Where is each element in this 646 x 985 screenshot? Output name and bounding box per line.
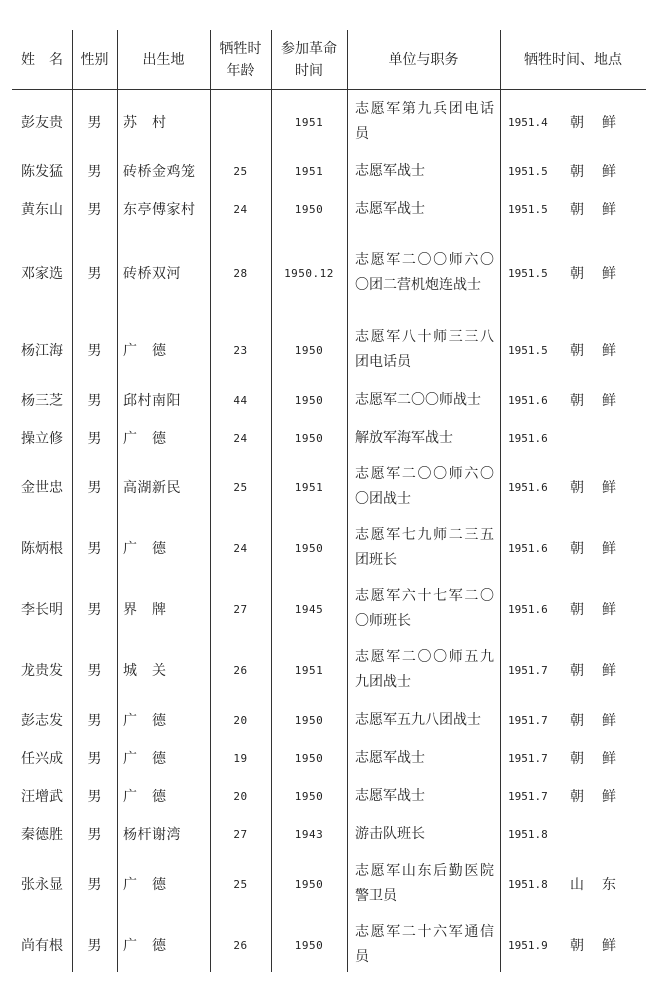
cell-birthplace-text: 砖桥双河	[123, 266, 181, 282]
cell-gender	[72, 701, 117, 739]
cell-age-text: 44	[233, 393, 248, 407]
cell-joined-text: 1945	[294, 602, 324, 616]
cell-unit-text: 游击队班长	[355, 825, 425, 842]
cell-unit	[347, 581, 500, 637]
cell-age-text: 25	[233, 164, 248, 178]
cell-joined-text: 1943	[294, 827, 324, 841]
cell-name	[12, 581, 72, 637]
cell-unit-text: 志愿军山东后勤医院警卫员	[355, 863, 494, 904]
sacrifice-place: 山东	[570, 877, 634, 893]
cell-gender-text: 男	[87, 431, 102, 447]
cell-joined	[271, 917, 347, 973]
cell-sacrifice	[508, 581, 646, 637]
sacrifice-place: 朝鲜	[570, 480, 634, 496]
cell-joined	[271, 237, 347, 309]
cell-unit	[347, 701, 500, 739]
cell-name	[12, 701, 72, 739]
cell-joined	[271, 190, 347, 228]
cell-birthplace-text: 广 德	[123, 343, 167, 359]
cell-name-text: 彭友贵	[21, 115, 63, 131]
cell-name	[12, 152, 72, 190]
cell-birthplace-text: 砖桥金鸡笼	[123, 164, 196, 180]
column-divider	[117, 30, 118, 972]
cell-gender-text: 男	[87, 202, 102, 218]
cell-name-text: 龙贵发	[21, 663, 63, 679]
cell-age	[210, 152, 271, 190]
cell-sacrifice	[508, 322, 646, 378]
cell-birthplace	[123, 381, 210, 419]
cell-birthplace	[123, 815, 210, 853]
cell-joined-text: 1950	[294, 938, 324, 952]
header-rule	[12, 89, 646, 90]
sacrifice-date: 1951.5	[508, 164, 548, 178]
cell-age-text: 24	[233, 202, 248, 216]
cell-gender	[72, 777, 117, 815]
cell-joined-text: 1951	[294, 480, 324, 494]
cell-sacrifice	[508, 917, 646, 973]
cell-name	[12, 642, 72, 698]
cell-name-text: 陈发猛	[21, 164, 63, 180]
cell-birthplace	[123, 856, 210, 912]
cell-unit-text: 志愿军战士	[355, 749, 425, 766]
cell-name-text: 彭志发	[21, 713, 63, 729]
cell-name	[12, 190, 72, 228]
cell-name	[12, 520, 72, 576]
cell-gender-text: 男	[87, 663, 102, 679]
cell-joined	[271, 815, 347, 853]
sacrifice-date: 1951.7	[508, 789, 548, 803]
cell-age-text: 28	[233, 266, 248, 280]
cell-joined-text: 1950	[294, 751, 324, 765]
cell-birthplace-text: 广 德	[123, 789, 167, 805]
sacrifice-place: 朝鲜	[570, 541, 634, 557]
cell-name	[12, 777, 72, 815]
sacrifice-date: 1951.7	[508, 663, 548, 677]
sacrifice-date: 1951.8	[508, 827, 548, 841]
sacrifice-place: 朝鲜	[570, 202, 634, 218]
sacrifice-place: 朝鲜	[570, 602, 634, 618]
cell-joined	[271, 419, 347, 457]
cell-age	[210, 419, 271, 457]
cell-gender-text: 男	[87, 789, 102, 805]
cell-age	[210, 93, 271, 151]
cell-unit	[347, 237, 500, 309]
cell-age	[210, 381, 271, 419]
sacrifice-place: 朝鲜	[570, 713, 634, 729]
cell-name-text: 尚有根	[21, 938, 63, 954]
cell-sacrifice	[508, 237, 646, 309]
cell-sacrifice	[508, 642, 646, 698]
cell-unit	[347, 152, 500, 190]
cell-birthplace-text: 城 关	[123, 663, 167, 679]
sacrifice-place: 朝鲜	[570, 789, 634, 805]
cell-name	[12, 917, 72, 973]
cell-joined	[271, 777, 347, 815]
cell-joined-text: 1950	[294, 877, 324, 891]
cell-gender-text: 男	[87, 541, 102, 557]
cell-birthplace	[123, 701, 210, 739]
sacrifice-place: 朝鲜	[570, 343, 634, 359]
cell-unit	[347, 419, 500, 457]
cell-joined-text: 1950	[294, 541, 324, 555]
cell-birthplace-text: 高湖新民	[123, 480, 181, 496]
cell-age	[210, 739, 271, 777]
cell-gender	[72, 917, 117, 973]
cell-age-text: 20	[233, 789, 248, 803]
cell-name	[12, 739, 72, 777]
cell-sacrifice	[508, 701, 646, 739]
cell-name	[12, 322, 72, 378]
header-unit: 单位与职务	[388, 51, 459, 68]
cell-name	[12, 237, 72, 309]
cell-name-text: 陈炳根	[21, 541, 63, 557]
cell-name-text: 秦德胜	[21, 827, 63, 843]
cell-unit	[347, 815, 500, 853]
cell-birthplace	[123, 152, 210, 190]
cell-gender	[72, 739, 117, 777]
cell-joined-text: 1950	[294, 713, 324, 727]
sacrifice-date: 1951.6	[508, 480, 548, 494]
cell-unit-text: 志愿军战士	[355, 162, 425, 179]
cell-gender	[72, 152, 117, 190]
cell-gender-text: 男	[87, 827, 102, 843]
cell-birthplace-text: 苏 村	[123, 115, 167, 131]
cell-gender	[72, 419, 117, 457]
cell-birthplace	[123, 419, 210, 457]
cell-name	[12, 93, 72, 151]
cell-gender	[72, 322, 117, 378]
cell-name-text: 杨三芝	[21, 393, 63, 409]
header-name: 姓 名	[21, 51, 63, 68]
cell-name-text: 杨江海	[21, 343, 63, 359]
cell-joined	[271, 381, 347, 419]
cell-birthplace	[123, 237, 210, 309]
cell-gender	[72, 815, 117, 853]
sacrifice-date: 1951.7	[508, 713, 548, 727]
cell-gender-text: 男	[87, 115, 102, 131]
cell-birthplace-text: 东亭傅家村	[123, 202, 196, 218]
cell-joined	[271, 856, 347, 912]
cell-birthplace	[123, 322, 210, 378]
cell-joined-text: 1950	[294, 431, 324, 445]
cell-gender-text: 男	[87, 164, 102, 180]
cell-name-text: 金世忠	[21, 480, 63, 496]
cell-joined-text: 1950	[294, 343, 324, 357]
cell-sacrifice	[508, 739, 646, 777]
cell-age	[210, 777, 271, 815]
cell-unit-text: 志愿军二〇〇师五九九团战士	[355, 649, 494, 690]
cell-joined-text: 1951	[294, 663, 324, 677]
sacrifice-place: 朝鲜	[570, 751, 634, 767]
cell-name	[12, 381, 72, 419]
cell-sacrifice	[508, 152, 646, 190]
cell-gender	[72, 642, 117, 698]
cell-birthplace	[123, 739, 210, 777]
cell-age	[210, 642, 271, 698]
cell-sacrifice	[508, 520, 646, 576]
cell-age	[210, 520, 271, 576]
sacrifice-place: 朝鲜	[570, 266, 634, 282]
cell-joined	[271, 701, 347, 739]
cell-gender-text: 男	[87, 713, 102, 729]
cell-joined-text: 1951	[294, 115, 324, 129]
cell-unit-text: 志愿军七九师二三五团班长	[355, 527, 494, 568]
cell-birthplace-text: 广 德	[123, 431, 167, 447]
cell-unit	[347, 190, 500, 228]
header-gender: 性别	[80, 51, 109, 68]
header-sacrifice: 牺牲时间、地点	[524, 51, 622, 68]
cell-birthplace	[123, 520, 210, 576]
cell-age	[210, 581, 271, 637]
cell-unit	[347, 917, 500, 973]
cell-age	[210, 322, 271, 378]
cell-gender-text: 男	[87, 393, 102, 409]
cell-unit	[347, 739, 500, 777]
cell-gender-text: 男	[87, 266, 102, 282]
cell-birthplace-text: 广 德	[123, 713, 167, 729]
cell-unit	[347, 322, 500, 378]
cell-joined-text: 1950	[294, 789, 324, 803]
cell-sacrifice	[508, 419, 646, 457]
cell-gender	[72, 237, 117, 309]
cell-gender-text: 男	[87, 480, 102, 496]
sacrifice-date: 1951.6	[508, 393, 548, 407]
cell-joined-text: 1950.12	[284, 266, 334, 280]
cell-unit	[347, 520, 500, 576]
cell-birthplace-text: 广 德	[123, 877, 167, 893]
cell-name-text: 任兴成	[21, 751, 63, 767]
cell-birthplace-text: 杨杆谢湾	[123, 827, 181, 843]
cell-unit-text: 志愿军五九八团战士	[355, 711, 481, 728]
cell-joined-text: 1950	[294, 202, 324, 216]
cell-gender-text: 男	[87, 877, 102, 893]
cell-age	[210, 190, 271, 228]
cell-sacrifice	[508, 93, 646, 151]
cell-age	[210, 815, 271, 853]
sacrifice-place: 朝鲜	[570, 393, 634, 409]
sacrifice-place: 朝鲜	[570, 164, 634, 180]
cell-unit	[347, 642, 500, 698]
cell-age	[210, 701, 271, 739]
cell-birthplace-text: 界 牌	[123, 602, 167, 618]
cell-unit	[347, 93, 500, 151]
cell-joined	[271, 459, 347, 515]
cell-gender	[72, 381, 117, 419]
cell-gender-text: 男	[87, 602, 102, 618]
sacrifice-date: 1951.5	[508, 343, 548, 357]
cell-age-text: 24	[233, 431, 248, 445]
cell-unit-text: 志愿军战士	[355, 787, 425, 804]
cell-joined	[271, 322, 347, 378]
sacrifice-place: 朝鲜	[570, 663, 634, 679]
cell-unit-text: 志愿军二〇〇师六〇〇团二营机炮连战士	[355, 252, 494, 293]
cell-unit-text: 解放军海军战士	[355, 429, 453, 446]
cell-age	[210, 856, 271, 912]
cell-birthplace	[123, 459, 210, 515]
cell-name	[12, 459, 72, 515]
cell-unit	[347, 459, 500, 515]
sacrifice-date: 1951.5	[508, 202, 548, 216]
cell-birthplace	[123, 93, 210, 151]
cell-gender-text: 男	[87, 938, 102, 954]
sacrifice-place: 朝鲜	[570, 115, 634, 131]
cell-name-text: 黄东山	[21, 202, 63, 218]
cell-birthplace	[123, 642, 210, 698]
column-divider	[500, 30, 501, 972]
cell-sacrifice	[508, 856, 646, 912]
cell-unit-text: 志愿军第九兵团电话员	[355, 101, 494, 142]
cell-unit-text: 志愿军战士	[355, 200, 425, 217]
cell-birthplace-text: 邱村南阳	[123, 393, 181, 409]
cell-gender	[72, 856, 117, 912]
cell-age-text: 27	[233, 827, 248, 841]
sacrifice-date: 1951.8	[508, 877, 548, 891]
cell-age-text: 25	[233, 480, 248, 494]
cell-joined-text: 1950	[294, 393, 324, 407]
cell-unit-text: 志愿军六十七军二〇〇师班长	[355, 588, 494, 629]
header-age: 牺牲时 年龄	[219, 40, 262, 79]
header-joined: 参加革命 时间	[281, 40, 337, 79]
cell-gender	[72, 520, 117, 576]
cell-unit	[347, 381, 500, 419]
cell-gender	[72, 581, 117, 637]
sacrifice-date: 1951.7	[508, 751, 548, 765]
cell-birthplace	[123, 581, 210, 637]
sacrifice-date: 1951.6	[508, 541, 548, 555]
cell-unit-text: 志愿军二十六军通信员	[355, 924, 494, 965]
sacrifice-date: 1951.4	[508, 115, 548, 129]
cell-unit-text: 志愿军二〇〇师战士	[355, 391, 481, 408]
sacrifice-place: 朝鲜	[570, 938, 634, 954]
cell-unit	[347, 856, 500, 912]
cell-name-text: 邓家选	[21, 266, 63, 282]
sacrifice-date: 1951.9	[508, 938, 548, 952]
cell-name	[12, 856, 72, 912]
cell-age-text: 19	[233, 751, 248, 765]
cell-joined	[271, 739, 347, 777]
cell-joined	[271, 152, 347, 190]
cell-sacrifice	[508, 381, 646, 419]
cell-name	[12, 815, 72, 853]
cell-name-text: 张永显	[21, 877, 63, 893]
cell-birthplace	[123, 917, 210, 973]
cell-birthplace-text: 广 德	[123, 751, 167, 767]
sacrifice-date: 1951.5	[508, 266, 548, 280]
cell-joined-text: 1951	[294, 164, 324, 178]
cell-age-text: 25	[233, 877, 248, 891]
cell-gender-text: 男	[87, 343, 102, 359]
cell-age	[210, 237, 271, 309]
cell-age	[210, 917, 271, 973]
cell-age-text: 27	[233, 602, 248, 616]
cell-unit-text: 志愿军八十师三三八团电话员	[355, 329, 494, 370]
cell-gender	[72, 93, 117, 151]
cell-age-text: 26	[233, 663, 248, 677]
cell-age-text: 24	[233, 541, 248, 555]
cell-age	[210, 459, 271, 515]
cell-sacrifice	[508, 459, 646, 515]
cell-joined	[271, 93, 347, 151]
cell-joined	[271, 581, 347, 637]
cell-birthplace-text: 广 德	[123, 938, 167, 954]
cell-joined	[271, 642, 347, 698]
cell-age-text: 23	[233, 343, 248, 357]
cell-gender	[72, 459, 117, 515]
header-birthplace: 出生地	[142, 51, 185, 68]
cell-name-text: 汪增武	[21, 789, 63, 805]
sacrifice-date: 1951.6	[508, 602, 548, 616]
cell-gender-text: 男	[87, 751, 102, 767]
cell-unit-text: 志愿军二〇〇师六〇〇团战士	[355, 466, 494, 507]
cell-age-text: 20	[233, 713, 248, 727]
cell-age-text: 26	[233, 938, 248, 952]
sacrifice-date: 1951.6	[508, 431, 548, 445]
cell-birthplace	[123, 190, 210, 228]
cell-sacrifice	[508, 190, 646, 228]
cell-sacrifice	[508, 815, 646, 853]
cell-birthplace	[123, 777, 210, 815]
cell-gender	[72, 190, 117, 228]
cell-birthplace-text: 广 德	[123, 541, 167, 557]
cell-sacrifice	[508, 777, 646, 815]
cell-unit	[347, 777, 500, 815]
cell-name-text: 操立修	[21, 431, 63, 447]
cell-name-text: 李长明	[21, 602, 63, 618]
cell-name	[12, 419, 72, 457]
cell-joined	[271, 520, 347, 576]
